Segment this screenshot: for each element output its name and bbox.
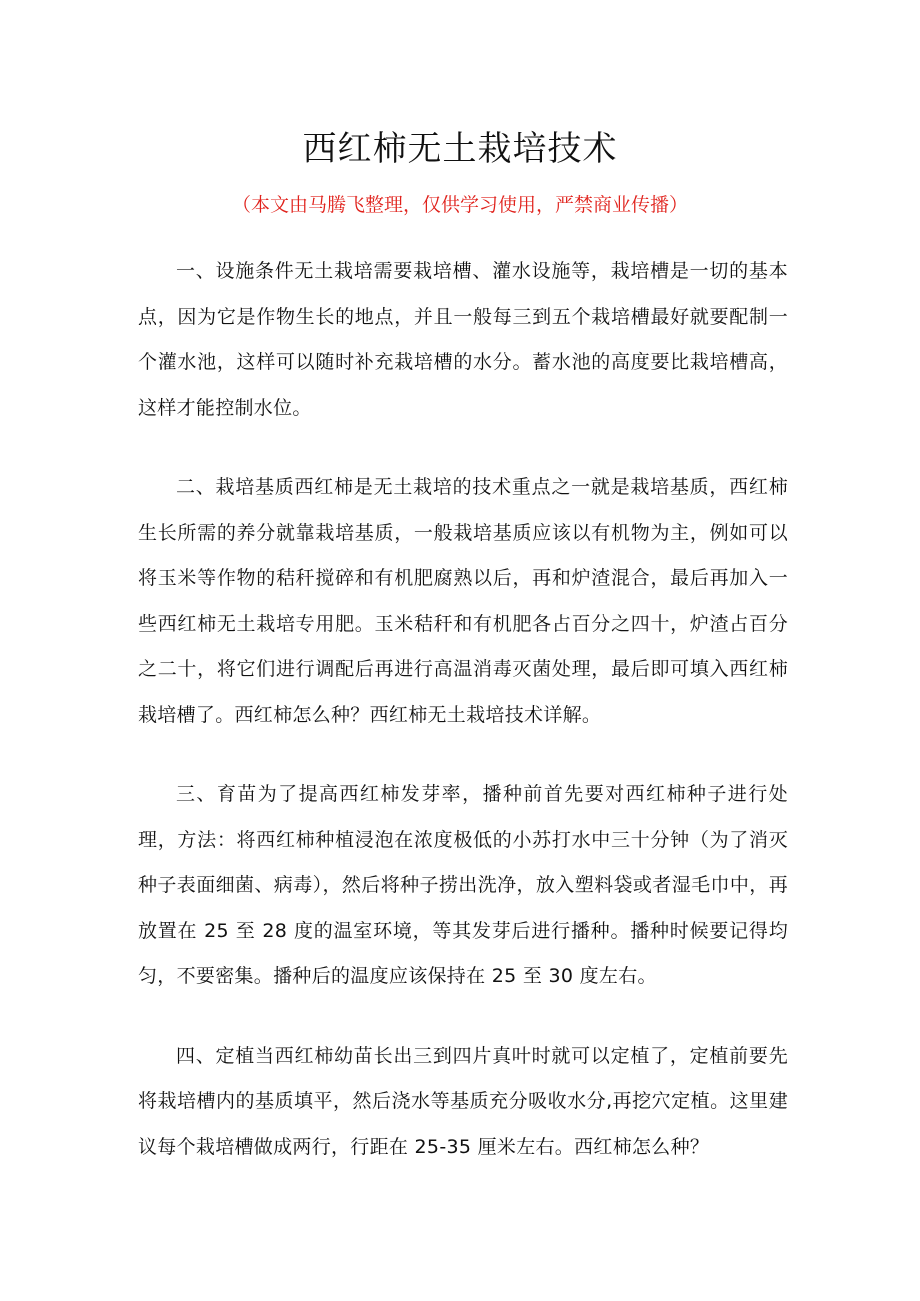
paragraph-substrate: 二、栽培基质西红柿是无土栽培的技术重点之一就是栽培基质，西红柿生长所需的养分就靠栽培基质，一般栽培基质应该以有机物为主，例如可以将玉米等作物的秸秆搅碎和有机肥腐熟以后，再和炉渣混合，最后再加入一些西红柿无土栽培专用肥。玉米秸秆和有机肥各占百分之四十，炉渣占百分之二十，将它们进行调配后再进行高温消毒灭菌处理，最后即可填入西红柿栽培槽了。西红柿怎么种？西红柿无土栽培技术详解。 bbox=[138, 476, 788, 726]
paragraph-seedling: 三、育苗为了提高西红柿发芽率，播种前首先要对西红柿种子进行处理，方法：将西红柿种植浸泡在浓度极低的小苏打水中三十分钟（为了消灭种子表面细菌、病毒），然后将种子捞出洗净，放入塑料袋或者湿毛巾中，再放置在 25 至 28 度的温室环境，等其发芽后进行播种。播种时候要记得均匀，不要密集。播种后的温度应该保持在 25 至 30 度左右。 bbox=[138, 783, 788, 987]
paragraph-facilities: 一、设施条件无土栽培需要栽培槽、灌水设施等，栽培槽是一切的基本点，因为它是作物生长的地点，并且一般每三到五个栽培槽最好就要配制一个灌水池，这样可以随时补充栽培槽的水分。蓄水池的高度要比栽培槽高，这样才能控制水位。 bbox=[138, 260, 788, 419]
document-title: 西红柿无土栽培技术 bbox=[302, 129, 618, 169]
paragraph-transplant: 四、定植当西红柿幼苗长出三到四片真叶时就可以定植了，定植前要先将栽培槽内的基质填平，然后浇水等基质充分吸收水分,再挖穴定植。这里建议每个栽培槽做成两行，行距在 25-35 厘米左右。西红柿怎么种？ bbox=[138, 1044, 788, 1158]
document-subtitle: （本文由马腾飞整理，仅供学习使用，严禁商业传播） bbox=[231, 194, 688, 216]
document-body bbox=[138, 249, 788, 1204]
